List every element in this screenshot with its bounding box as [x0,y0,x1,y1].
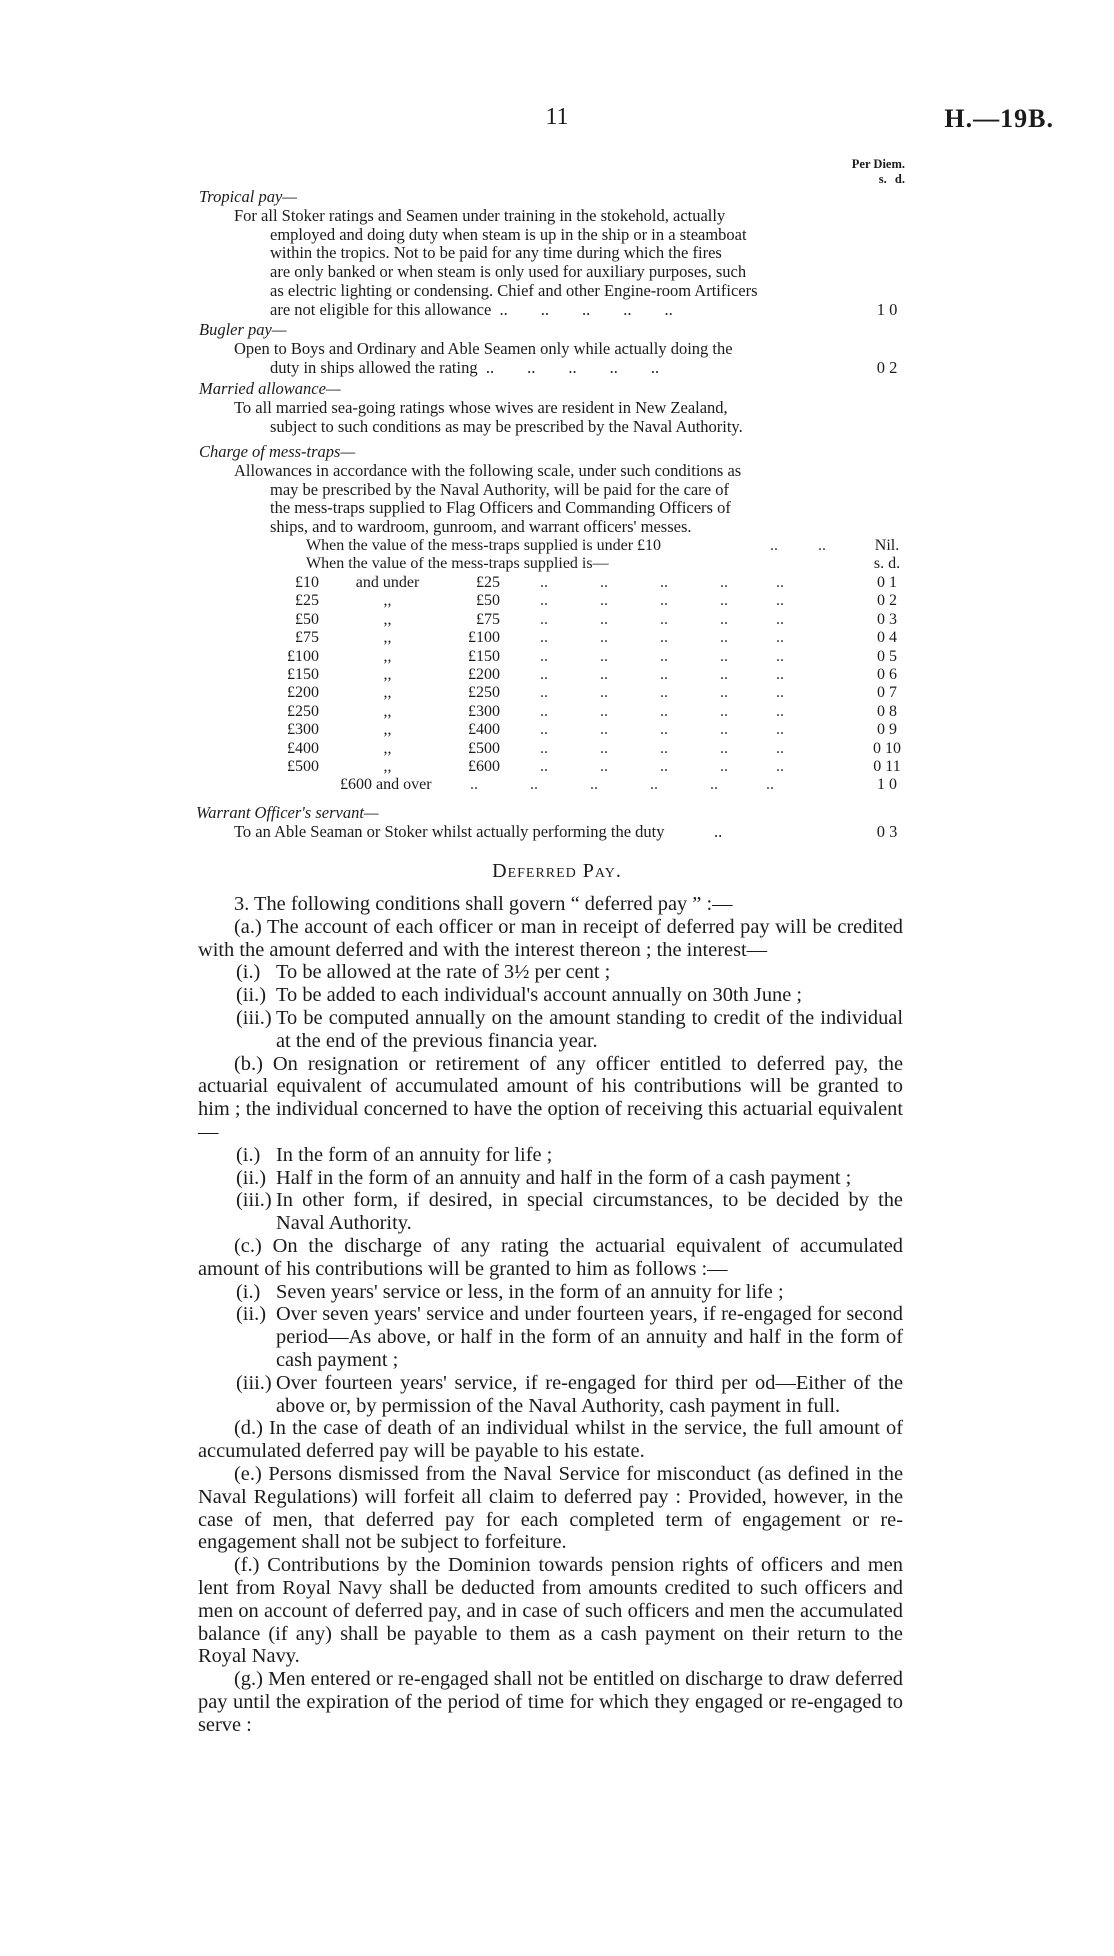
range-high: £300 [468,702,500,720]
item-number: (iii.) [236,1189,272,1212]
list-item [198,1303,903,1371]
item-number: (ii.) [236,984,267,1007]
tropical-pay-amount: 1 0 [876,300,898,319]
range-connector: ,, [383,684,392,702]
item-number: (i.) [236,1280,261,1303]
text-line: For all Stoker ratings and Seamen under training in the stokehold, actually [234,206,726,225]
table-row [0,574,1114,592]
range-high: £150 [468,647,500,665]
range-low: £300 [287,721,319,739]
range-high: £75 [476,610,500,628]
text-line: within the tropics. Not to be paid for any time during which the fires [270,243,722,263]
per-diem-column-head: Per Diem. [851,157,905,171]
clause-g: (g.) Men entered or re-engaged shall not be entitled on discharge to draw deferred pay until the expiration of the period of time for which they engaged or re-engaged to serve : [198,1668,903,1736]
leader-dots: .. .. .. .. .. [540,758,784,775]
leader-dots: .. .. .. .. .. [540,592,784,610]
range-low: £400 [287,739,319,757]
item-number: (ii.) [236,1166,267,1189]
range-low: £500 [287,758,319,775]
item-text: To be added to each individual's account annually on 30th June ; [276,984,803,1007]
item-number: (iii.) [236,1006,272,1029]
range-connector: ,, [383,592,392,610]
list-item [198,1281,903,1304]
clause-c: (c.) On the discharge of any rating the actuarial equivalent of accumulated amount of his contributions will be granted to him as follows :— [198,1234,903,1280]
married-allowance-text [234,399,852,436]
clause-e: (e.) Persons dismissed from the Naval Service for misconduct (as defined in the Naval Regulations) will forfeit all claim to deferred pay : Provided, however, in the case of men, that deferred pay for each completed term of engagement or re-engagement shall not be subject to forfeiture. [198,1462,903,1554]
text-line: employed and doing duty when steam is up in the ship or in a steamboat [270,224,747,244]
leader-dots: .. .. .. .. .. [540,574,784,591]
table-row [0,721,1114,739]
clause-f: (f.) Contributions by the Dominion towards pension rights of officers and men lent from Royal Navy shall be deducted from amounts credited to such officers and men on account of deferred pay, and in case of such officers and men the accumulated balance (if any) shall be payable to them as a cash payment on their return to the Royal Navy. [198,1554,903,1668]
text-line: subject to such conditions as may be prescribed by the Naval Authority. [270,416,743,436]
item-text: To be computed annually on the amount standing to credit of the individual at the end of the previous financia year. [276,1006,903,1052]
clause-b-items [198,1144,903,1235]
mess-is-value: s. d. [873,555,901,572]
range-connector: ,, [383,666,392,683]
range-connector: ,, [383,702,392,720]
text-line: the mess-traps supplied to Flag Officers and Commanding Officers of [270,498,731,518]
leader-dots: .. .. [770,537,826,554]
leader-dots: .. .. .. .. .. [540,629,784,647]
table-row [0,629,1114,647]
table-row [0,684,1114,702]
deferred-pay-heading: Deferred Pay. [492,860,622,882]
table-row [0,666,1114,684]
range-high: £500 [468,739,500,757]
warrant-servant-amount: 0 3 [876,822,898,841]
leader-dots: .. .. .. .. .. [540,721,784,739]
text-line-label: duty in ships allowed the rating [270,358,478,377]
section-title: Bugler pay— [199,320,287,339]
range-low: £75 [295,629,319,647]
clause-c-items [198,1281,903,1418]
leader-dots: .. .. .. .. .. [540,702,784,720]
leader-dots: .. .. .. .. .. [540,666,784,683]
shillings-pence-head: s. d. [878,172,905,186]
item-text: Seven years' service or less, in the form of an annuity for life ; [276,1280,784,1303]
mess-under-row [0,537,1114,555]
allowance-value: 0 11 [873,758,901,775]
item-text: Over seven years' service and under fourteen years, if re-engaged for second period—As above, or half in the form of an annuity and half in the form of cash payment ; [276,1303,903,1371]
text-line: may be prescribed by the Naval Authority, will be paid for the care of [270,479,729,499]
range-high: £100 [468,629,500,647]
deferred-pay-body [198,893,903,1736]
range-high: £250 [468,684,500,702]
mess-under-label: When the value of the mess-traps supplied is under £10 [306,537,662,554]
table-row [0,740,1114,758]
clause-b: (b.) On resignation or retirement of any officer entitled to deferred pay, the actuarial equivalent of accumulated amount of his contributions will be granted to him ; the individual concerned to have the option of receiving this actuarial equivalent— [198,1052,903,1143]
allowance-value: 0 2 [877,592,897,610]
leader-dots: .. .. .. .. .. [540,739,784,757]
section-title: Married allowance— [199,379,341,398]
table-row [0,758,1114,776]
range-connector: ,, [383,610,392,628]
clause-a-items [198,961,903,1052]
range-low: £25 [295,592,319,610]
range-high: £25 [476,574,500,591]
text-line-label: To an Able Seaman or Stoker whilst actually performing the duty [234,823,665,841]
range-high: £400 [468,721,500,739]
range-connector: ,, [383,739,392,757]
item-number: (i.) [236,1143,261,1166]
item-text: In other form, if desired, in special circumstances, to be decided by the Naval Authority. [276,1189,903,1235]
range-connector: ,, [383,758,392,775]
range-low: £10 [295,574,319,591]
mess-over-label: £600 and over [340,776,432,793]
deferred-intro: 3. The following conditions shall govern “ deferred pay ” :— [234,893,733,915]
range-low: £250 [287,702,319,720]
document-code: H.—19B. [944,104,1054,133]
text-line-label: are not eligible for this allowance [270,300,492,319]
bugler-pay-text [234,340,852,377]
text-line: ships, and to wardroom, gunroom, and warrant officers' messes. [270,517,692,537]
allowance-value: 0 4 [877,629,897,647]
item-number: (iii.) [236,1371,272,1394]
mess-is-row [0,555,1114,573]
list-item [198,1144,903,1167]
warrant-servant-text [234,823,852,842]
range-connector: ,, [383,721,392,739]
range-low: £150 [287,666,319,683]
allowance-value: 0 7 [877,684,897,702]
leader-dots: .. .. .. .. .. [540,610,784,628]
bugler-pay-amount: 0 2 [876,358,898,377]
list-item [198,1167,903,1190]
section-title: Tropical pay— [199,187,297,206]
allowance-value: 0 9 [877,721,897,739]
range-connector: ,, [383,647,392,665]
tropical-pay-text [234,207,852,319]
allowance-value: 0 8 [877,702,897,720]
allowance-value: 0 5 [877,647,897,665]
list-item [198,1372,903,1418]
clause-a: (a.) The account of each officer or man in receipt of deferred pay will be credited with the amount deferred and with the interest thereon ; the interest— [198,915,903,961]
text-line: as electric lighting or condensing. Chief and other Engine-room Artificers [270,280,758,300]
table-row [0,648,1114,666]
mess-over-value: 1 0 [877,776,897,793]
text-line: are not eligible for this allowance .. .. .. .. .. [270,300,673,319]
table-row [0,592,1114,610]
text-line: Allowances in accordance with the following scale, under such conditions as [234,461,742,480]
leader-dots: .. .. .. .. .. [540,684,784,702]
range-low: £50 [295,610,319,628]
clause-d: (d.) In the case of death of an individual whilst in the service, the full amount of accumulated deferred pay will be payable to his estate. [198,1417,903,1463]
range-low: £200 [287,684,319,702]
list-item [198,984,903,1007]
text-line: To an Able Seaman or Stoker whilst actually performing the duty .. [234,823,723,841]
text-line: duty in ships allowed the rating .. .. .. .. .. [270,358,660,377]
range-connector: and under [355,574,420,591]
mess-over-row [0,776,1114,794]
leader-dots: .. .. .. .. .. [540,647,784,665]
item-text: In the form of an annuity for life ; [276,1143,553,1166]
list-item [198,961,903,984]
text-line: To all married sea-going ratings whose wives are resident in New Zealand, [234,398,728,417]
list-item [198,1189,903,1235]
allowance-value: 0 1 [877,574,897,591]
item-text: Over fourteen years' service, if re-engaged for third per od—Either of the above or, by permission of the Naval Authority, cash payment in full. [276,1371,903,1417]
page-number: 11 [545,104,569,130]
range-high: £50 [476,592,500,610]
allowance-value: 0 6 [877,666,897,683]
allowance-value: 0 3 [877,610,897,628]
list-item [198,1007,903,1053]
mess-is-label: When the value of the mess-traps supplied is— [306,555,609,572]
mess-under-value: Nil. [874,537,900,554]
item-text: Half in the form of an annuity and half in the form of a cash payment ; [276,1166,852,1189]
mess-traps-text [234,462,852,537]
range-connector: ,, [383,629,392,647]
table-row [0,611,1114,629]
allowance-value: 0 10 [873,739,901,757]
item-number: (i.) [236,961,261,984]
text-line: are only banked or when steam is only used for auxiliary purposes, such [270,262,747,282]
range-high: £200 [468,666,500,683]
leader-dots: .. .. .. .. .. .. [470,776,774,793]
section-title: Charge of mess-traps— [199,442,356,461]
range-high: £600 [468,758,500,775]
section-title: Warrant Officer's servant— [196,803,379,822]
item-number: (ii.) [236,1303,267,1326]
text-line: Open to Boys and Ordinary and Able Seamen only while actually doing the [234,339,733,358]
table-row [0,703,1114,721]
item-text: To be allowed at the rate of 3½ per cent ; [276,961,611,984]
range-low: £100 [287,647,319,665]
